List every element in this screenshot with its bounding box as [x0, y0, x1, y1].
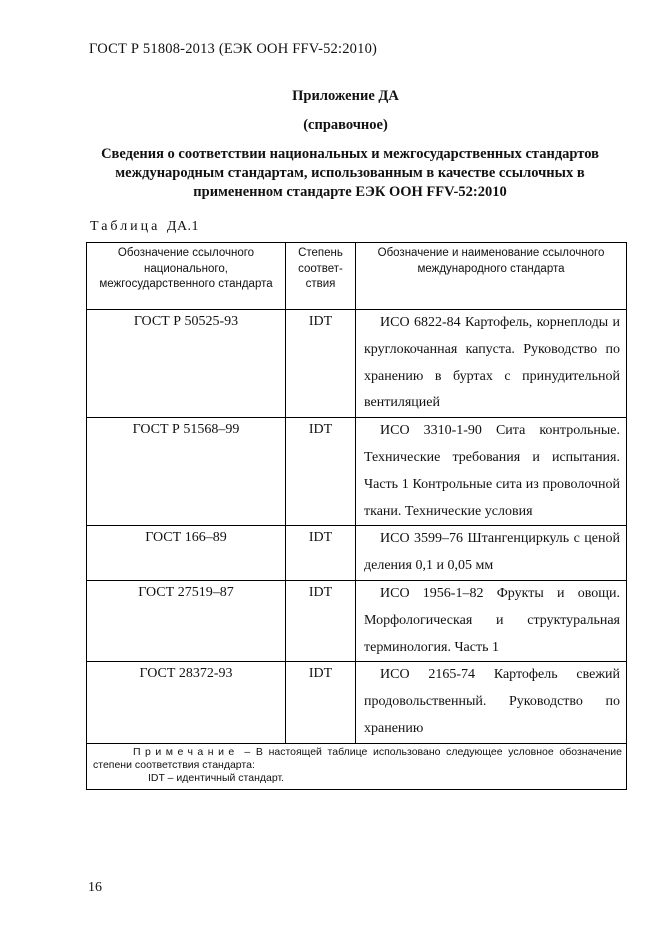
note-body: – В настоящей таблице использовано следующее условное обозначение степени соответствия стандарта: — [93, 745, 622, 771]
table-note-row — [87, 743, 627, 789]
header-degree: Степень соответ-ствия — [286, 243, 356, 310]
international-standard-name: ИСО 6822-84 Картофель, корнеплоды и круглокочанная капуста. Руководство по хранению в буртах с принудительной вентиляцией — [364, 315, 620, 411]
standard-code: ГОСТ 27519–87 — [87, 580, 286, 661]
international-standard-name: ИСО 3310-1-90 Сита контрольные. Технические требования и испытания. Часть 1 Контрольные сита из проволочной ткани. Технические условия — [364, 423, 620, 519]
standard-code: ГОСТ Р 50525-93 — [87, 310, 286, 418]
table-header-row — [87, 243, 627, 310]
international-standard-name: ИСО 1956-1–82 Фрукты и овощи. Морфологическая и структуральная терминология. Часть 1 — [364, 585, 620, 655]
international-standard-cell — [356, 526, 627, 581]
degree-value: IDT — [286, 310, 356, 418]
standard-code: ГОСТ 28372-93 — [87, 662, 286, 743]
international-standard-cell — [356, 418, 627, 526]
appendix-subtitle: (справочное) — [303, 117, 388, 133]
degree-value: IDT — [286, 580, 356, 661]
table-row — [87, 310, 627, 418]
page-number: 16 — [88, 880, 102, 895]
table-caption — [90, 219, 199, 235]
table-caption-number: ДА.1 — [166, 219, 200, 234]
note-label: Примечание — [133, 745, 239, 758]
table-caption-word: Таблица — [90, 219, 161, 234]
appendix-title: Приложение ДА — [292, 88, 399, 104]
note-text — [93, 746, 622, 772]
table-row — [87, 526, 627, 581]
header-international-standard: Обозначение и наименование ссылочного международного стандарта — [356, 243, 627, 310]
table-row — [87, 418, 627, 526]
correspondence-table — [86, 242, 627, 790]
international-standard-name: ИСО 3599–76 Штангенциркуль с ценой деления 0,1 и 0,05 мм — [364, 531, 620, 574]
header-national-standard: Обозначение ссылочного национального, межгосударственного стандарта — [87, 243, 286, 310]
international-standard-cell — [356, 310, 627, 418]
degree-value: IDT — [286, 662, 356, 743]
document-header: ГОСТ Р 51808-2013 (ЕЭК ООН FFV-52:2010) — [89, 41, 378, 57]
table-row — [87, 662, 627, 743]
note-item: IDT – идентичный стандарт. — [148, 771, 285, 784]
standard-code: ГОСТ 166–89 — [87, 526, 286, 581]
international-standard-name: ИСО 2165-74 Картофель свежий продовольственный. Руководство по хранению — [364, 667, 620, 736]
table-note — [87, 743, 627, 789]
table-row — [87, 580, 627, 661]
international-standard-cell — [356, 580, 627, 661]
degree-value: IDT — [286, 526, 356, 581]
degree-value: IDT — [286, 418, 356, 526]
appendix-description: Сведения о соответствии национальных и межгосударственных стандартов международным стандартам, использованным в качестве ссылочных в примененном стандарте ЕЭК ООН FFV-52:2010 — [101, 146, 599, 200]
international-standard-cell — [356, 662, 627, 743]
standard-code: ГОСТ Р 51568–99 — [87, 418, 286, 526]
